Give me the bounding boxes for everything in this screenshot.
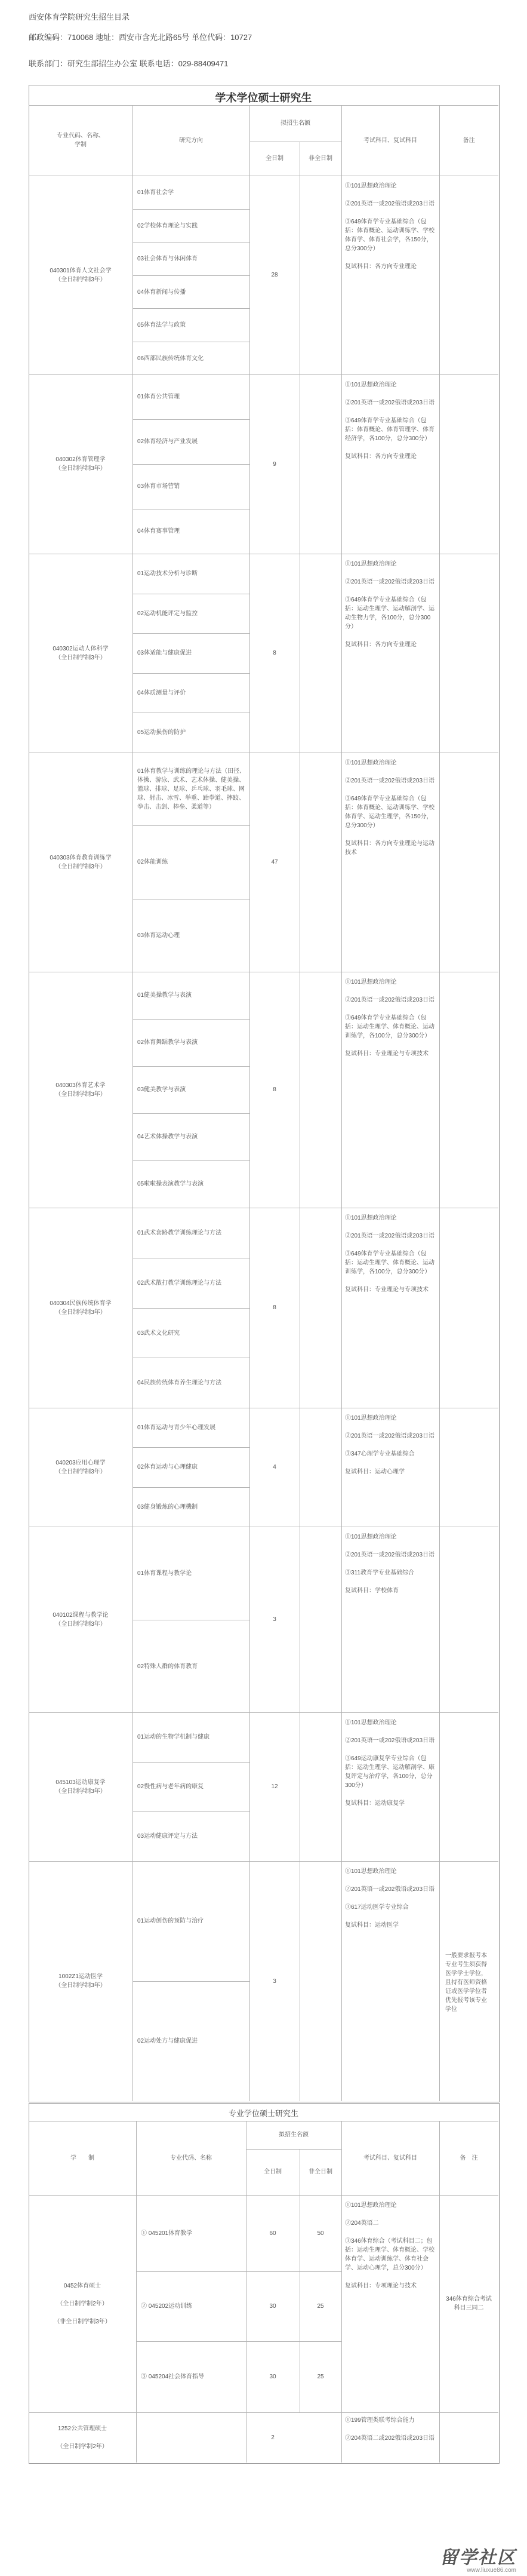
major-name: 040203应用心理学 （全日制学制3年）: [55, 1459, 106, 1475]
research-direction: 02体能训练: [137, 858, 168, 865]
remarks: 346体育综合考试科目三同二: [446, 2296, 492, 2311]
research-direction: 02学校体育理论与实践: [137, 222, 198, 229]
exam-subjects: ①101思想政治理论 ②201英语一或202俄语或203日语 ③617运动医学专业综合 复试科目：运动医学: [345, 1868, 435, 1929]
part-time-quota: [300, 1712, 341, 1861]
research-direction: 01运动的生物学机制与健康: [137, 1734, 210, 1740]
full-time-quota: 28: [271, 272, 278, 278]
watermark-text: 留学社区: [440, 2548, 516, 2568]
header-enroll: 拟招生名额: [281, 120, 310, 127]
research-direction: 02体育舞蹈教学与表演: [137, 1039, 198, 1046]
header-exam: 考试科目、复试科目: [363, 137, 417, 144]
full-time-quota: 30: [269, 2303, 276, 2310]
major-name: 1002Z1运动医学 （全日制学制3年）: [55, 1973, 106, 1989]
research-direction: 03社会体育与休闲体育: [137, 255, 198, 262]
part-time-quota: [300, 554, 341, 753]
research-direction: 04体育赛事管理: [137, 528, 180, 535]
full-time-quota: 8: [273, 1086, 276, 1093]
research-direction: 04民族传统体育养生理论与方法: [137, 1379, 222, 1386]
research-direction: 05啦啦操表演教学与表演: [137, 1181, 204, 1187]
research-direction: 03运动健康评定与方法: [137, 1833, 198, 1840]
header-note: 备注: [463, 137, 475, 144]
research-direction: 01体育公共管理: [137, 394, 180, 400]
exam-subjects: ①101思想政治理论 ②201英语一或202俄语或203日语 ③649体育学专业基础综合（包括：运动生理学、体育概论、运动训练学，各100分，总分300分） 复试科目：专业理论与专项技术: [345, 979, 435, 1057]
part-time-quota: [300, 1861, 341, 2101]
header-exam: 考试科目、复试科目: [363, 2154, 417, 2161]
exam-subjects: ①101思想政治理论 ②201英语一或202俄语或203日语 ③649体育学专业基础综合（包括：运动生理学、运动解剖学、运动生物力学，各100分，总分300分） 复试科目：各方向专业理论: [345, 561, 435, 648]
header-major: 专业代码、名称、 学制: [57, 133, 104, 148]
research-direction: 02特殊人群的体育教育: [137, 1663, 198, 1670]
research-direction: 02运动处方与健康促进: [137, 2038, 198, 2044]
part-time-quota: 50: [317, 2230, 324, 2237]
major-name: 040301体育人文社会学 （全日制学制3年）: [50, 267, 112, 283]
header-enroll: 拟招生名额: [279, 2132, 309, 2138]
column-divider: [439, 105, 440, 2101]
header-part-time: 非全日制: [309, 2169, 332, 2175]
exam-subjects: ①199管理类联考综合能力 ②204英语二或202俄语或203日语: [345, 2417, 435, 2442]
exam-subjects: ①101思想政治理论 ②201英语一或202俄语或203日语 ③649体育学专业基础综合（包括：体育概论、运动训练学、学校体育学、体育社会学，各150分，总分300分） 复试科目：各方向专业理论: [345, 183, 435, 270]
full-time-quota: 3: [273, 1616, 276, 1623]
research-direction: 02运动机能评定与监控: [137, 610, 198, 617]
full-time-quota: 3: [273, 1978, 276, 1985]
part-time-quota: [300, 1408, 341, 1527]
part-time-quota: 25: [317, 2303, 324, 2310]
research-direction: 05体育法学与政策: [137, 321, 186, 328]
exam-subjects: ①101思想政治理论 ②201英语一或202俄语或203日语 ③311教育学专业基础综合 复试科目：学校体育: [345, 1534, 435, 1594]
research-direction: 03体育市场营销: [137, 483, 180, 490]
part-time-quota: [300, 972, 341, 1208]
exam-subjects: ①101思想政治理论 ②201英语一或202俄语或203日语 ③347心理学专业基础综合 复试科目：运动心理学: [345, 1415, 435, 1475]
full-time-quota: 9: [273, 460, 276, 468]
research-direction: 04体质测量与评价: [137, 690, 186, 696]
watermark-url: www.liuxue86.com: [467, 2567, 516, 2574]
research-direction: 06西部民族传统体育文化: [137, 355, 204, 362]
header-part-time: 非全日制: [309, 155, 332, 162]
full-time-quota: 8: [273, 1304, 276, 1311]
full-time-quota: 4: [273, 1464, 276, 1470]
research-direction: 01体育运动与青少年心理发展: [137, 1424, 216, 1431]
major-name: ① 045201体育教学: [141, 2230, 193, 2237]
research-direction: 04体育新闻与传播: [137, 288, 186, 296]
research-direction: 02体育运动与心理健康: [137, 1463, 198, 1470]
professional-table-title: 专业学位硕士研究生: [228, 2109, 298, 2118]
research-direction: 04艺术体操教学与表演: [137, 1134, 198, 1140]
full-time-quota: 30: [269, 2374, 276, 2380]
research-direction: 01运动创伤的预防与治疗: [137, 1918, 204, 1924]
major-name: ③ 045204社会体育指导: [141, 2374, 205, 2380]
full-time-quota: 12: [271, 1783, 278, 1790]
major-name: 040102课程与教学论 （全日制学制3年）: [53, 1611, 109, 1628]
research-direction: 01体育课程与教学论: [137, 1570, 192, 1577]
exam-subjects: ①101思想政治理论 ②201英语一或202俄语或203日语 ③649体育学专业基础综合（包括：体育概论、运动训练学、学校体育学、运动生理学，各150分，总分300分） 复试科目：各方向专业理论与运动技术: [345, 760, 435, 856]
major-name: 040302体育管理学 （全日制学制3年）: [55, 456, 106, 472]
degree-system: 1252公共管理硕士 （全日制学制2年）: [57, 2425, 108, 2450]
major-name: 040303体育教育训练学 （全日制学制3年）: [50, 854, 112, 870]
full-time-quota: 60: [269, 2230, 276, 2237]
column-divider: [341, 2121, 342, 2463]
remarks: 一般要求报考本专业考生须获得医学学士学位，且持有医师资格证或医学学位者优先报考该专业学位: [445, 1952, 487, 2013]
major-name: 045103运动康复学 （全日制学制3年）: [55, 1779, 106, 1795]
part-time-quota: [300, 1527, 341, 1712]
research-direction: 03体育运动心理: [137, 932, 180, 939]
exam-subjects: ①101思想政治理论 ②201英语一或202俄语或203日语 ③649运动康复学专业综合（包括：运动生理学、运动解剖学、康复评定与治疗学，各100分，总分300分） 复试科目：运动康复学: [345, 1720, 435, 1807]
column-divider: [136, 2121, 137, 2463]
research-direction: 03体适能与健康促进: [137, 650, 192, 656]
part-time-quota: [300, 374, 341, 554]
contact-line: 联系部门：研究生部招生办公室 联系电话：029-88409471: [29, 59, 229, 68]
header-direction: 研究方向: [179, 137, 203, 144]
header-system: 学 制: [70, 2154, 94, 2161]
full-time-quota: 2: [271, 2434, 275, 2441]
research-direction: 05运动损伤的防护: [137, 729, 186, 736]
address-line: 邮政编码：710068 地址：西安市含光北路65号 单位代码：10727: [29, 33, 252, 42]
watermark-logo: [434, 2546, 522, 2573]
research-direction: 03健身锻炼的心理機制: [137, 1503, 198, 1510]
degree-system: 0452体育硕士 （全日制学制2年） （非全日制学制3年）: [54, 2282, 111, 2325]
exam-subjects: ①101思想政治理论 ②201英语一或202俄语或203日语 ③649体育学专业基础综合（包括：运动生理学、体育概论、运动训练学，各100分，总分300分） 复试科目：专业理论与专项技术: [345, 1215, 435, 1293]
academic-table-title: 学术学位硕士研究生: [215, 92, 312, 104]
column-divider: [439, 2121, 440, 2463]
part-time-quota: [300, 1208, 341, 1408]
research-direction: 01体育教学与训练的理论与方法（田径、体操、游泳、武术、艺术体操、健美操、篮球、排球、足球、乒乓球、羽毛球、网球、射击、冰雪、举重、跆拳道、摔跤、拳击、击剑、棒垒、柔道等）: [137, 767, 246, 810]
research-direction: 01健美操教学与表演: [137, 992, 192, 999]
research-direction: 01武术套路教学训练理论与方法: [137, 1229, 222, 1236]
part-time-quota: [300, 753, 341, 972]
research-direction: 03武术文化研究: [137, 1330, 180, 1337]
full-time-quota: 8: [273, 650, 276, 656]
major-name: 040304民族传统体育学 （全日制学制3年）: [50, 1300, 112, 1316]
column-divider: [132, 105, 133, 2101]
header-major: 专业代码、名称: [170, 2154, 212, 2161]
column-divider: [341, 105, 342, 2101]
major-name: 040302运动人体科学 （全日制学制3年）: [53, 645, 109, 661]
major-name: ② 045202运动训练: [141, 2303, 193, 2310]
research-direction: 02慢性病与老年病的康复: [137, 1783, 204, 1790]
major-name: 040303体育艺术学 （全日制学制3年）: [55, 1082, 106, 1098]
research-direction: 02体育经济与产业发展: [137, 438, 198, 445]
header-full-time: 全日制: [264, 2169, 282, 2175]
exam-subjects: ①101思想政治理论 ②204英语二 ③346体育综合（考试科目二；包括：运动生理学、体育概论、学校体育学、运动训练学、体育社会学、运动心理学，总分300分） 复试科目：专项理论与技术: [345, 2202, 434, 2289]
header-full-time: 全日制: [266, 155, 283, 162]
research-direction: 01运动技术分析与诊断: [137, 570, 198, 577]
research-direction: 02武术散打教学训练理论与方法: [137, 1279, 222, 1287]
part-time-quota: [300, 176, 341, 374]
school-heading: 西安体育学院研究生招生目录: [29, 13, 130, 22]
part-time-quota: 25: [317, 2374, 324, 2380]
research-direction: 01体育社会学: [137, 189, 174, 196]
research-direction: 03健美教学与表演: [137, 1086, 186, 1093]
exam-subjects: ①101思想政治理论 ②201英语一或202俄语或203日语 ③649体育学专业基础综合（包括：体育概论、体育管理学、体育经济学，各100分，总分300分） 复试科目：各方向专业理论: [345, 382, 435, 460]
full-time-quota: 47: [271, 859, 278, 865]
header-note: 备 注: [460, 2154, 478, 2161]
